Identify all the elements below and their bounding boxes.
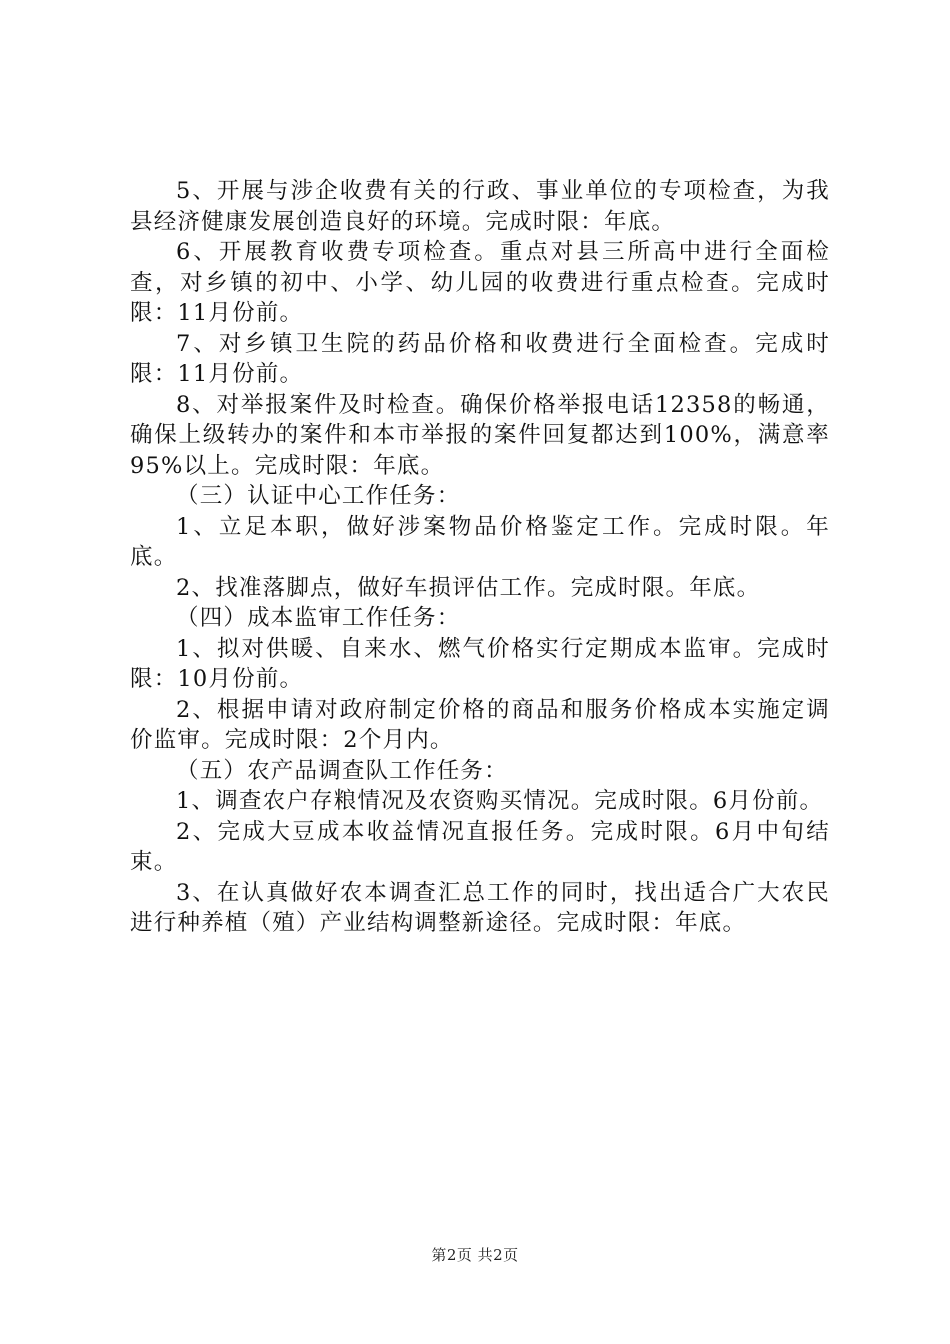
paragraph-certification-2: 2、找准落脚点，做好车损评估工作。完成时限。年底。 (176, 574, 761, 601)
paragraph-certification-1: 1、立足本职，做好涉案物品价格鉴定工作。完成时限。年底。 (130, 513, 830, 570)
section-heading-agri-survey: （五）农产品调查队工作任务： (176, 757, 508, 784)
page-footer: 第2页 共2页 (431, 1246, 519, 1264)
section-heading-cost-audit: （四）成本监审工作任务： (176, 605, 461, 631)
document-body (130, 176, 830, 939)
section-heading-certification: （三）认证中心工作任务： (176, 483, 461, 509)
paragraph-cost-audit-2: 2、根据申请对政府制定价格的商品和服务价格成本实施定调价监审。完成时限：2个月内。 (130, 696, 830, 753)
paragraph-item-6: 6、开展教育收费专项检查。重点对县三所高中进行全面检查，对乡镇的初中、小学、幼儿园的收费进行重点检查。完成时限：11月份前。 (130, 239, 830, 326)
paragraph-agri-survey-1: 1、调查农户存粮情况及农资购买情况。完成时限。6月份前。 (176, 788, 824, 814)
paragraph-item-5: 5、开展与涉企收费有关的行政、事业单位的专项检查，为我县经济健康发展创造良好的环境。完成时限：年底。 (130, 178, 830, 235)
paragraph-agri-survey-2: 2、完成大豆成本收益情况直报任务。完成时限。6月中旬结束。 (130, 818, 830, 875)
paragraph-item-7: 7、对乡镇卫生院的药品价格和收费进行全面检查。完成时限：11月份前。 (130, 330, 830, 387)
paragraph-item-8: 8、对举报案件及时检查。确保价格举报电话12358的畅通，确保上级转办的案件和本市举报的案件回复都达到100%，满意率95%以上。完成时限：年底。 (130, 391, 830, 479)
paragraph-agri-survey-3: 3、在认真做好农本调查汇总工作的同时，找出适合广大农民进行种养植（殖）产业结构调整新途径。完成时限：年底。 (130, 879, 830, 936)
paragraph-cost-audit-1: 1、拟对供暖、自来水、燃气价格实行定期成本监审。完成时限：10月份前。 (130, 635, 830, 692)
